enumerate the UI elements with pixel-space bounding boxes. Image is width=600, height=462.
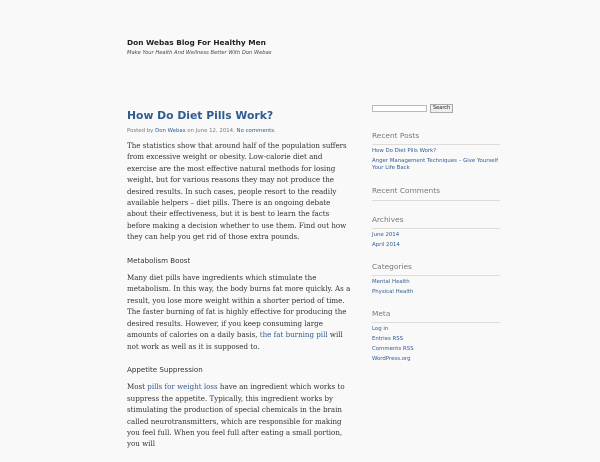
weight-loss-pills-link[interactable]: pills for weight loss [147,382,218,392]
search-input[interactable] [372,105,427,112]
meta-list [372,326,502,363]
paragraph-text: have an ingredient which works to suppress the appetite. Typically, this ingredient works by stimulating the production of special chemicals in the brain called neurotransmitters, which are responsible for making you feel full. When you feel full after eating a small portion, you will [127,382,345,449]
wordpress-org-link[interactable]: WordPress.org [372,356,411,362]
post-paragraph [127,272,352,352]
category-link[interactable]: Mental Health [372,279,410,285]
list-item [372,356,502,363]
divider [372,275,500,276]
recent-comments-widget [372,186,502,201]
site-title[interactable]: Don Webas Blog For Healthy Men [127,38,266,47]
recent-comments-title: Recent Comments [372,186,440,195]
post-meta [127,128,352,134]
comments-link[interactable]: No comments [236,128,275,134]
paragraph-text: Many diet pills have ingredients which stimulate the metabolism. In this way, the body burns fat more quickly. As a result, you lose more weight within a shorter period of time. The faster burning of fat is highly effective for producing the desired results. However, if you keep consuming large amounts of calories on a daily basis, [127,273,351,340]
site-header [127,38,271,56]
search-button[interactable]: Search [430,104,453,113]
categories-list [372,279,502,296]
post-subheading: Metabolism Boost [127,255,191,265]
archive-link[interactable]: June 2014 [372,232,400,238]
list-item [372,279,502,286]
fat-burning-pill-link[interactable]: the fat burning pill [259,330,328,340]
divider [372,322,500,323]
meta-title: Meta [372,309,391,318]
post-paragraph [127,381,352,449]
meta-suffix: . [274,128,276,134]
sidebar [372,104,502,363]
post-body [127,140,352,450]
archive-link[interactable]: April 2014 [372,242,400,248]
categories-widget [372,262,502,296]
list-item [372,232,502,239]
recent-posts-title: Recent Posts [372,131,420,140]
post-date: on June 12, 2014. [185,128,237,134]
main-content [127,104,352,462]
list-item [372,336,502,343]
meta-widget [372,309,502,363]
list-item [372,346,502,353]
list-item [372,289,502,296]
search-form [372,104,502,113]
paragraph-text: Most [127,382,148,392]
list-item [372,326,502,333]
divider [372,144,500,145]
archives-list [372,232,502,249]
recent-posts-list [372,148,502,172]
divider [372,228,500,229]
recent-post-link[interactable]: Anger Management Techniques – Give Yourself Your Life Back [372,158,498,171]
log-in-link[interactable]: Log in [372,326,389,332]
recent-posts-widget [372,131,502,172]
author-link[interactable]: Don Webas [155,128,186,134]
category-link[interactable]: Physical Health [372,289,414,295]
list-item [372,242,502,249]
site-description: Make Your Health And Wellness Better With Don Webas [127,50,272,56]
meta-prefix: Posted by [127,128,156,134]
list-item [372,148,502,155]
archives-widget [372,215,502,249]
divider [372,200,500,201]
post-paragraph: The statistics show that around half of the population suffers from excessive weight or obesity. Low-calorie diet and exercise are the most effective natural methods for losing weight, but for various reasons they may not produce the desired results. In such cases, people resort to the readily available helpers – diet pills. There is an ongoing debate about their effectiveness, but it is best to learn the facts before making a decision whether to use them. Find out how they can help you get rid of those extra pounds. [127,141,347,242]
entries-rss-link[interactable]: Entries RSS [372,336,404,342]
categories-title: Categories [372,262,412,271]
recent-post-link[interactable]: How Do Diet Pills Work? [372,148,437,154]
comments-rss-link[interactable]: Comments RSS [372,346,414,352]
post-subheading: Appetite Suppression [127,364,203,374]
post-title[interactable]: How Do Diet Pills Work? [127,109,274,122]
paragraph-text: will not work as well as it is supposed to. [127,330,343,351]
list-item [372,158,502,172]
archives-title: Archives [372,215,404,224]
